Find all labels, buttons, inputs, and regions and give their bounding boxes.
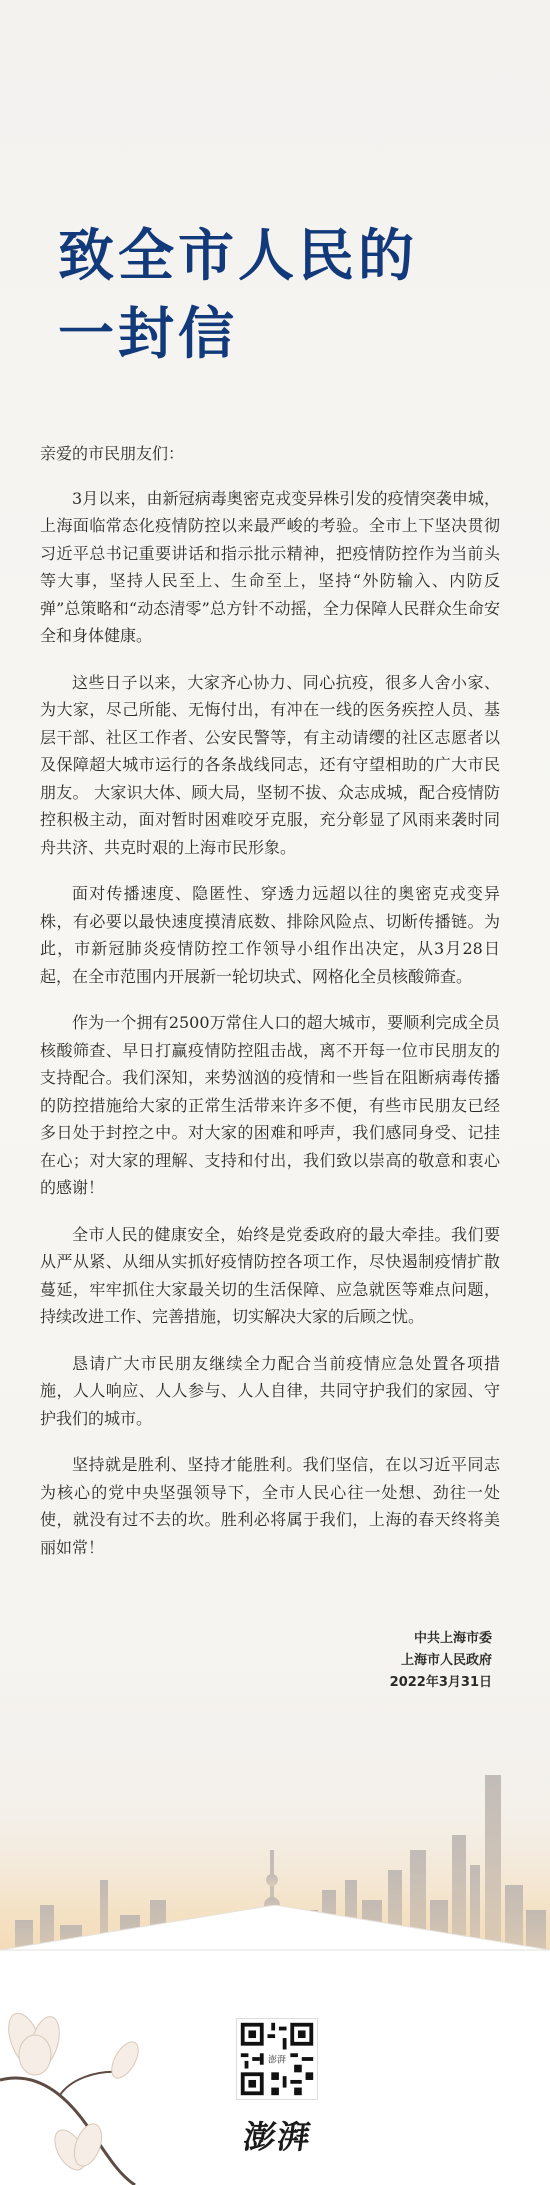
title-line-1: 致全市人民的 xyxy=(58,224,418,289)
qr-center-logo: 澎湃 xyxy=(265,2051,289,2068)
paragraph-2: 这些日子以来，大家齐心协力、同心抗疫，很多人舍小家、为大家，尽己所能、无悔付出，有冲在一线的医务疾控人员、基层干部、社区工作者、公安民警等，有主动请缨的社区志愿者以及保障超大城市运行的各条战线同志，还有守望相助的广大市民朋友。 大家识大体、顾大局，坚韧不拔、众志成城，配合疫情防控积极主动，面对暂时困难咬牙克服，充分彰显了风雨来袭时同舟共济、共克时艰的上海市民形象。 xyxy=(40,672,500,857)
paragraph-5: 全市人民的健康安全，始终是党委政府的最大牵挂。我们要从严从紧、从细从实抓好疫情防控各项工作，尽快遏制疫情扩散蔓延，牢牢抓住大家最关切的生活保障、应急就医等难点问题，持续改进工作、完善措施，切实解决大家的后顾之忧。 xyxy=(40,1224,500,1326)
paragraph-7: 坚持就是胜利、坚持才能胜利。我们坚信，在以习近平同志为核心的党中央坚强领导下，全市人民心往一处想、劲往一处使，就没有过不去的坎。胜利必将属于我们，上海的春天终将美丽如常！ xyxy=(40,1455,500,1557)
greeting: 亲爱的市民朋友们： xyxy=(40,444,185,463)
paragraph-1: 3月以来，由新冠病毒奥密克戎变异株引发的疫情突袭申城，上海面临常态化疫情防控以来最严峻的考验。全市上下坚决贯彻习近平总书记重要讲话和指示批示精神，把疫情防控作为当前头等大事，坚持人民至上、生命至上，坚持“外防输入、内防反弹”总策略和“动态清零”总方针不动摇，全力保障人民群众生命安全和身体健康。 xyxy=(40,488,500,645)
signature-block xyxy=(390,1628,492,1694)
magnolia-flower-illustration xyxy=(0,1960,170,2185)
signature-org-1: 中共上海市委 xyxy=(413,1631,492,1646)
signature-date: 2022年3月31日 xyxy=(389,1675,492,1690)
paragraph-3: 面对传播速度、隐匿性、穿透力远超以往的奥密克戎变异株，有必要以最快速度摸清底数、排除风险点、切断传播链。为此，市新冠肺炎疫情防控工作领导小组作出决定，从3月28日起，在全市范围内开展新一轮切块式、网格化全员核酸筛查。 xyxy=(40,884,500,986)
paragraph-6: 恳请广大市民朋友继续全力配合当前疫情应急处置各项措施，人人响应、人人参与、人人自律，共同守护我们的家园、守护我们的城市。 xyxy=(40,1353,500,1428)
brand-logo-text: 澎湃 xyxy=(241,2118,315,2156)
page-title xyxy=(58,218,498,374)
paragraph-4: 作为一个拥有2500万常住人口的超大城市，要顺利完成全员核酸筛查、早日打赢疫情防控阻击战，离不开每一位市民朋友的支持配合。我们深知，来势汹汹的疫情和一些旨在阻断病毒传播的防控措施给大家的正常生活带来许多不便，有些市民朋友已经多日处于封控之中。对大家的困难和呼声，我们感同身受、记挂在心；对大家的理解、支持和付出，我们致以崇高的敬意和衷心的感谢！ xyxy=(40,1013,500,1197)
title-line-2: 一封信 xyxy=(58,302,238,367)
letter-body xyxy=(40,440,500,1580)
signature-org-2: 上海市人民政府 xyxy=(400,1653,492,1668)
qr-code xyxy=(236,2018,318,2100)
